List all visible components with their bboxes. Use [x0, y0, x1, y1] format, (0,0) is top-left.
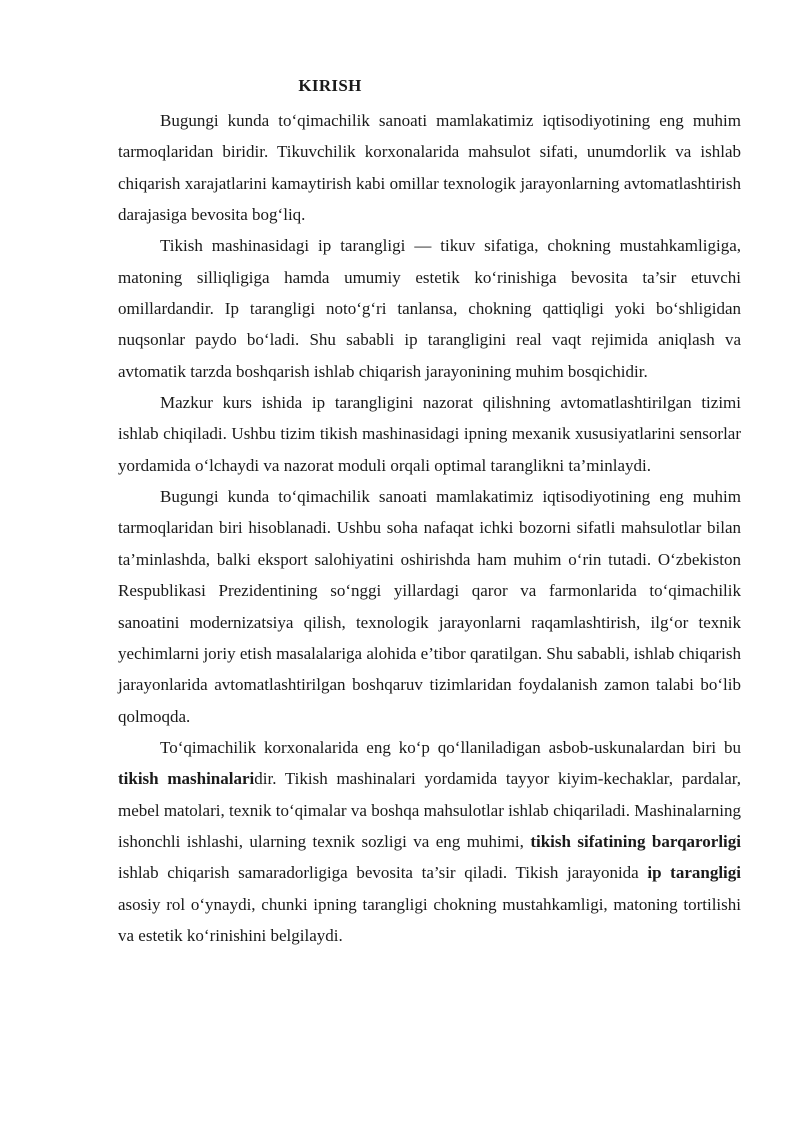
- paragraph-text: asosiy rol o‘ynaydi, chunki ipning tarangligi chokning mustahkamligi, matoning tortilishi va estetik ko‘rinishini belgilaydi.: [118, 894, 741, 945]
- paragraph-text: Bugungi kunda to‘qimachilik sanoati mamlakatimiz iqtisodiyotining eng muhim tarmoqlaridan biri hisoblanadi. Ushbu soha nafaqat ichki bozorni sifatli mahsulotlar bilan ta’minlashda, balki eksport salohiyatini oshirishda ham muhim o‘rin tutadi. O‘zbekiston Respublikasi Prezidentining so‘nggi yillardagi qaror va farmonlarida to‘qimachilik sanoatini modernizatsiya qilish, texnologik jarayonlarni raqamlashtirish, ilg‘or texnik yechimlarni joriy etish masalalariga alohida e’tibor qaratilgan. Shu sababli, ishlab chiqarish jarayonlarida avtomatlashtirilgan boshqaruv tizimlaridan foydalanish zamon talabi bo‘lib qolmoqda.: [118, 487, 741, 726]
- paragraph-text: Mazkur kurs ishida ip tarangligini nazorat qilishning avtomatlashtirilgan tizimi ishlab chiqiladi. Ushbu tizim tikish mashinasidagi ipning mexanik xususiyatlarini sensorlar yordamida o‘lchaydi va nazorat moduli orqali optimal taranglikni ta’minlaydi.: [118, 393, 741, 475]
- paragraph-text: To‘qimachilik korxonalarida eng ko‘p qo‘llaniladigan asbob-uskunalardan biri bu: [160, 737, 741, 757]
- bold-term-tikish-sifati: tikish sifatining barqarorligi: [530, 831, 741, 851]
- paragraph-5: [118, 732, 741, 951]
- bold-term-tikish-mashinalari: tikish mashinalari: [118, 769, 255, 789]
- bold-term-ip-tarangligi: ip tarangligi: [647, 863, 741, 883]
- paragraph-text: Bugungi kunda to‘qimachilik sanoati mamlakatimiz iqtisodiyotining eng muhim tarmoqlaridan biridir. Tikuvchilik korxonalarida mahsulot sifati, unumdorlik va ishlab chiqarish xarajatlarini kamaytirish kabi omillar texnologik jarayonlarning avtomatlashtirish darajasiga bevosita bog‘liq.: [118, 111, 741, 225]
- paragraph-4: [118, 481, 741, 732]
- paragraph-1: [118, 105, 741, 230]
- paragraph-2: [118, 230, 741, 387]
- paragraph-text: Tikish mashinasidagi ip tarangligi — tikuv sifatiga, chokning mustahkamligiga, matoning silliqligiga hamda umumiy estetik ko‘rinishiga bevosita ta’sir etuvchi omillardandir. Ip tarangligi noto‘g‘ri tanlansa, chokning qattiqligi yoki bo‘shligidan nuqsonlar paydo bo‘ladi. Shu sababli ip tarangligini real vaqt rejimida aniqlash va avtomatik tarzda boshqarish ishlab chiqarish jarayonining muhim bosqichidir.: [118, 236, 741, 381]
- paragraph-text: ishlab chiqarish samaradorligiga bevosita ta’sir qiladi. Tikish jarayonida: [118, 863, 648, 883]
- body-text: [118, 105, 741, 951]
- paragraph-text: dir. Tikish mashinalari yordamida tayyor kiyim-kechaklar, pardalar, mebel matolari, texnik to‘qimalar va boshqa mahsulotlar ishlab chiqariladi. Mashinalarning ishonchli ishlashi, ularning texnik sozligi va eng muhimi,: [118, 769, 741, 851]
- section-title: KIRISH: [298, 76, 362, 95]
- paragraph-3: [118, 387, 741, 481]
